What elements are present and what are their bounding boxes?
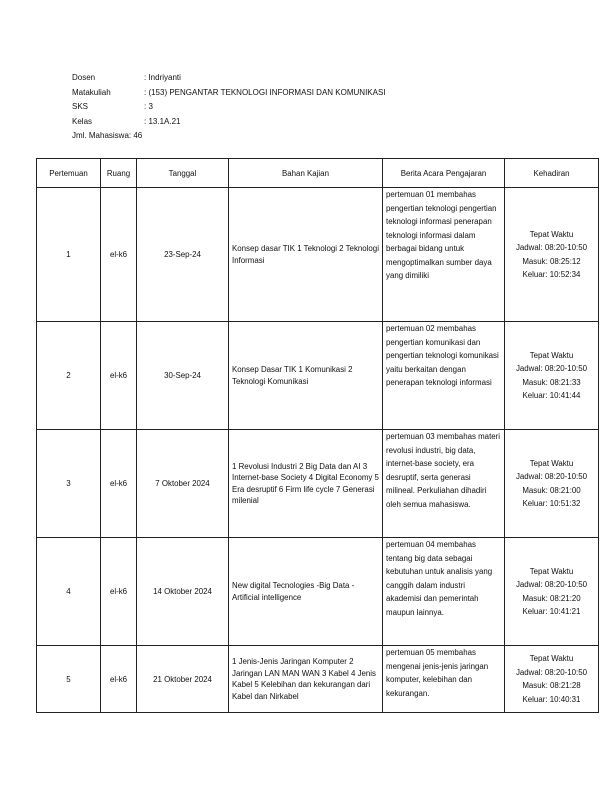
course-info	[72, 71, 386, 144]
attendance-keluar: Keluar: 10:41:44	[522, 391, 581, 400]
sks-label: SKS	[72, 102, 89, 112]
attendance-status: Tepat Waktu	[529, 458, 574, 468]
attendance-jadwal: Jadwal: 08:20-10:50	[515, 364, 588, 373]
matakuliah-row	[72, 86, 386, 101]
sks-value: : 3	[144, 102, 153, 112]
attendance-masuk: Masuk: 08:21:28	[522, 681, 581, 690]
attendance-jadwal: Jadwal: 08:20-10:50	[515, 472, 588, 481]
pertemuan-cell: 3	[37, 430, 101, 538]
dosen-row	[72, 71, 386, 86]
kelas-row	[72, 115, 386, 130]
attendance-keluar: Keluar: 10:52:34	[522, 270, 581, 279]
tanggal-cell: 30-Sep-24	[137, 322, 229, 430]
table-row	[37, 538, 599, 646]
table-row	[37, 430, 599, 538]
attendance-status: Tepat Waktu	[529, 350, 574, 360]
header-bahan-kajian: Bahan Kajian	[229, 159, 383, 188]
attendance-table	[36, 158, 599, 713]
header-berita-acara: Berita Acara Pengajaran	[383, 159, 505, 188]
ruang-cell: el-k6	[101, 646, 137, 713]
berita-acara-cell: pertemuan 01 membahas pengertian teknologi pengertian teknologi informasi penerapan teknologi informasi dalam berbagai bidang untuk mengoptimalkan sumber daya yang dimiliki	[383, 188, 505, 322]
matakuliah-value: : (153) PENGANTAR TEKNOLOGI INFORMASI DAN KOMUNIKASI	[144, 87, 386, 97]
table-header-row	[37, 159, 599, 188]
header-ruang: Ruang	[101, 159, 137, 188]
kelas-label: Kelas	[72, 116, 93, 126]
attendance-keluar: Keluar: 10:41:21	[522, 607, 581, 616]
attendance-keluar: Keluar: 10:40:31	[522, 694, 581, 704]
table-row	[37, 188, 599, 322]
berita-acara-cell: pertemuan 03 membahas materi revolusi industri, big data, internet-base society, era desruptif, serta generasi milineal. Perkuliahan dihadiri oleh semua mahasiswa.	[383, 430, 505, 538]
attendance-keluar: Keluar: 10:51:32	[522, 499, 581, 508]
table-row	[37, 646, 599, 713]
attendance-status: Tepat Waktu	[529, 566, 574, 576]
berita-acara-cell: pertemuan 02 membahas pengertian komunikasi dan pengertian teknologi komunikasi yaitu berkaitan dengan penerapan teknologi informasi	[383, 322, 505, 430]
attendance-masuk: Masuk: 08:21:00	[522, 485, 581, 495]
tanggal-cell: 7 Oktober 2024	[137, 430, 229, 538]
jml-mahasiswa-row	[72, 129, 386, 144]
attendance-masuk: Masuk: 08:25:12	[522, 256, 581, 266]
attendance-jadwal: Jadwal: 08:20-10:50	[515, 667, 588, 677]
jml-mahasiswa-value: : 46	[128, 131, 143, 141]
kehadiran-cell	[505, 322, 599, 430]
header-pertemuan: Pertemuan	[37, 159, 101, 188]
berita-acara-cell: pertemuan 04 membahas tentang big data sebagai kebutuhan untuk analisis yang canggih dalam industri akademisi dan pemerintah maupun lainnya.	[383, 538, 505, 646]
bahan-kajian-cell: New digital Tecnologies -Big Data -Artificial intelligence	[229, 538, 383, 646]
attendance-masuk: Masuk: 08:21:20	[522, 593, 581, 603]
bahan-kajian-cell: Konsep dasar TIK 1 Teknologi 2 Teknologi Informasi	[229, 188, 383, 322]
ruang-cell: el-k6	[101, 188, 137, 322]
matakuliah-label: Matakuliah	[72, 87, 111, 97]
bahan-kajian-cell: 1 Revolusi Industri 2 Big Data dan AI 3 Internet-base Society 4 Digital Economy 5 Era desruptif 6 Firm life cycle 7 Generasi milenial	[229, 430, 383, 538]
header-tanggal: Tanggal	[137, 159, 229, 188]
ruang-cell: el-k6	[101, 322, 137, 430]
kehadiran-cell	[505, 430, 599, 538]
kehadiran-cell	[505, 188, 599, 322]
berita-acara-cell: pertemuan 05 membahas mengenai jenis-jenis jaringan komputer, kelebihan dan kekurangan.	[383, 646, 505, 713]
attendance-jadwal: Jadwal: 08:20-10:50	[515, 580, 588, 589]
pertemuan-cell: 2	[37, 322, 101, 430]
table-row	[37, 322, 599, 430]
tanggal-cell: 23-Sep-24	[137, 188, 229, 322]
dosen-value: : Indriyanti	[144, 73, 181, 82]
pertemuan-cell: 4	[37, 538, 101, 646]
dosen-label: Dosen	[72, 73, 96, 82]
kehadiran-cell	[505, 646, 599, 713]
tanggal-cell: 21 Oktober 2024	[137, 646, 229, 713]
bahan-kajian-cell: Konsep Dasar TIK 1 Komunikasi 2 Teknologi Komunikasi	[229, 322, 383, 430]
sks-row	[72, 100, 386, 115]
ruang-cell: el-k6	[101, 538, 137, 646]
pertemuan-cell: 1	[37, 188, 101, 322]
kehadiran-cell	[505, 538, 599, 646]
bahan-kajian-cell: 1 Jenis-Jenis Jaringan Komputer 2 Jaringan LAN MAN WAN 3 Kabel 4 Jenis Kabel 5 Kelebihan dan kekurangan dari Kabel dan Nirkabel	[229, 646, 383, 713]
attendance-status: Tepat Waktu	[529, 654, 574, 663]
tanggal-cell: 14 Oktober 2024	[137, 538, 229, 646]
ruang-cell: el-k6	[101, 430, 137, 538]
kelas-value: : 13.1A.21	[144, 116, 181, 126]
attendance-status: Tepat Waktu	[529, 229, 574, 239]
attendance-jadwal: Jadwal: 08:20-10:50	[515, 243, 588, 252]
pertemuan-cell: 5	[37, 646, 101, 713]
jml-mahasiswa-label: Jml. Mahasiswa	[72, 131, 129, 141]
attendance-masuk: Masuk: 08:21:33	[522, 377, 581, 387]
header-kehadiran: Kehadiran	[505, 159, 599, 188]
